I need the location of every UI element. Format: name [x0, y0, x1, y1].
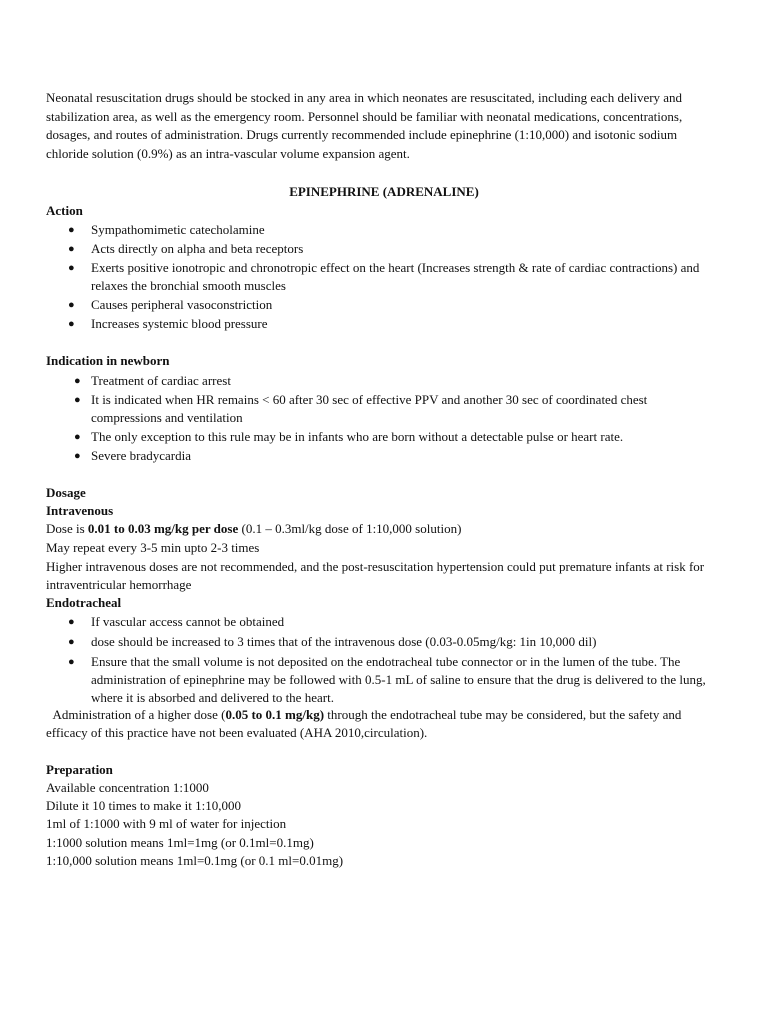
list-item: ● Causes peripheral vasoconstriction — [68, 297, 273, 312]
bullet-icon: ● — [68, 318, 75, 330]
action-list — [46, 221, 716, 333]
list-item: ● Acts directly on alpha and beta receptors — [68, 241, 304, 256]
bullet-icon: ● — [74, 431, 81, 443]
indication-list — [46, 372, 716, 465]
action-heading: Action — [46, 203, 83, 218]
list-item: ● It is indicated when HR remains < 60 after 30 sec of effective PPV and another 30 sec of coordinated chest compressions and ventilation — [74, 392, 648, 425]
endotracheal-heading: Endotracheal — [46, 595, 122, 610]
iv-dose-line: Dose is 0.01 to 0.03 mg/kg per dose (0.1 – 0.3ml/kg dose of 1:10,000 solution) — [46, 521, 462, 536]
iv-warning-paragraph: Higher intravenous doses are not recommended, and the post-resuscitation hypertension could put premature infants at risk for intraventricular hemorrhage — [46, 559, 705, 592]
intro-paragraph: Neonatal resuscitation drugs should be stocked in any area in which neonates are resuscitated, including each delivery and stabilization area, as well as the emergency room. Personnel should be familiar with neonatal medications, concentrations, dosages, and routes of administration. Drugs currently recommended include epinephrine (1:10,000) and isotonic sodium chloride solution (0.9%) as an intra-vascular volume expansion agent. — [46, 90, 683, 161]
bullet-icon: ● — [68, 224, 75, 236]
bullet-icon: ● — [68, 243, 75, 255]
preparation-heading: Preparation — [46, 762, 113, 777]
list-item: ● Increases systemic blood pressure — [68, 316, 268, 331]
list-item: ● Exerts positive ionotropic and chronotropic effect on the heart (Increases strength & rate of cardiac contractions) and relaxes the bronchial smooth muscles — [68, 260, 700, 293]
higher-dose-paragraph: Administration of a higher dose (0.05 to 0.1 mg/kg) through the endotracheal tube may be considered, but the safety and efficacy of this practice have not been evaluated (AHA 2010,circulation). — [46, 707, 685, 740]
bullet-icon: ● — [74, 375, 81, 387]
bullet-icon: ● — [68, 262, 75, 274]
page-title: EPINEPHRINE (ADRENALINE) — [289, 184, 479, 199]
dosage-heading: Dosage — [46, 485, 86, 500]
iv-repeat-line: May repeat every 3-5 min upto 2-3 times — [46, 540, 260, 555]
bullet-icon: ● — [68, 616, 75, 628]
list-item: ● The only exception to this rule may be in infants who are born without a detectable pulse or heart rate. — [74, 429, 624, 444]
preparation-line: 1:10,000 solution means 1ml=0.1mg (or 0.1 ml=0.01mg) — [46, 853, 344, 868]
list-item: ● Treatment of cardiac arrest — [74, 373, 231, 388]
endotracheal-list — [46, 613, 716, 707]
bullet-icon: ● — [74, 394, 81, 406]
list-item: ● Ensure that the small volume is not deposited on the endotracheal tube connector or in the lumen of the tube. The administration of epinephrine may be followed with 0.5-1 mL of saline to ensure that the drug is delivered to the lung, where it is absorbed and delivered to the heart. — [68, 654, 706, 705]
preparation-line: Available concentration 1:1000 — [46, 780, 209, 795]
preparation-line: Dilute it 10 times to make it 1:10,000 — [46, 798, 241, 813]
list-item: ● dose should be increased to 3 times that of the intravenous dose (0.03-0.05mg/kg: 1in 10,000 dil) — [68, 634, 597, 649]
list-item: ● Severe bradycardia — [74, 448, 191, 463]
intravenous-heading: Intravenous — [46, 503, 114, 518]
bullet-icon: ● — [68, 636, 75, 648]
bullet-icon: ● — [68, 656, 75, 668]
bullet-icon: ● — [74, 450, 81, 462]
preparation-line: 1ml of 1:1000 with 9 ml of water for injection — [46, 816, 287, 831]
indication-heading: Indication in newborn — [46, 353, 170, 368]
preparation-line: 1:1000 solution means 1ml=1mg (or 0.1ml=0.1mg) — [46, 835, 314, 850]
list-item: ● If vascular access cannot be obtained — [68, 614, 285, 629]
bullet-icon: ● — [68, 299, 75, 311]
list-item: ● Sympathomimetic catecholamine — [68, 222, 265, 237]
